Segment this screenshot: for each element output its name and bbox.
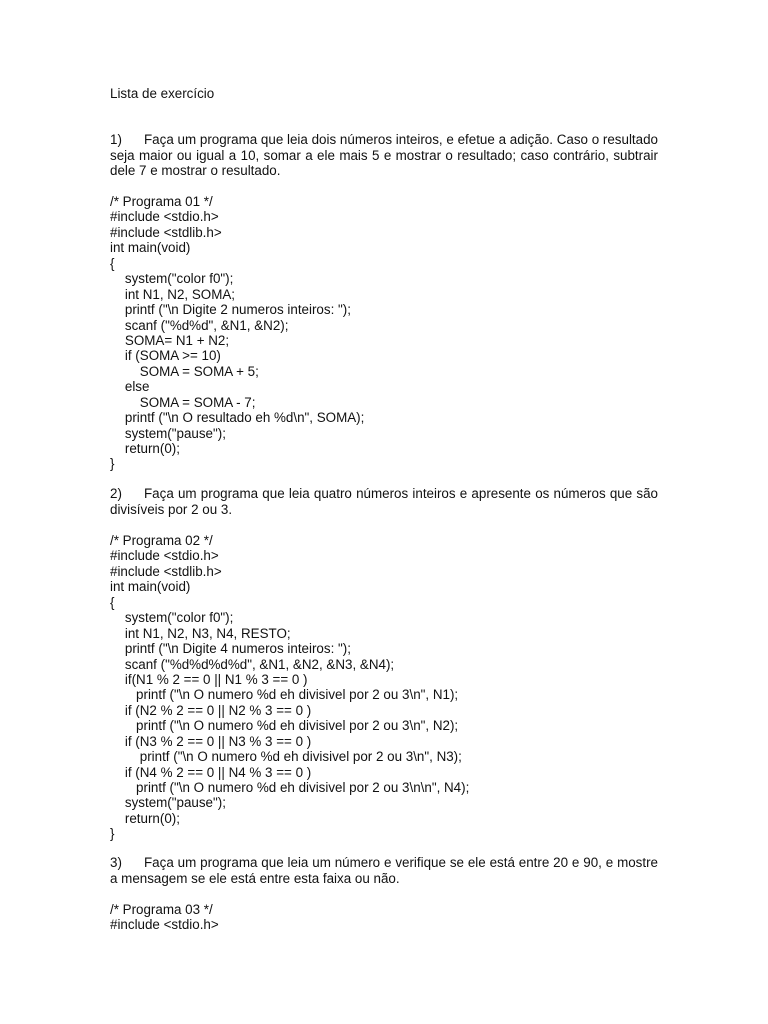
code-line: SOMA = SOMA - 7;	[110, 394, 256, 410]
code-line: system("pause");	[110, 425, 226, 441]
question-text: Faça um programa que leia dois números inteiros, e efetue a adição. Caso o resultado seja maior ou igual a 10, somar a ele mais 5 e mostrar o resultado; caso contrário, subtrair dele 7 e mostrar o resultado.	[110, 132, 658, 179]
code-line: }	[110, 456, 115, 472]
code-line: SOMA = SOMA + 5;	[110, 363, 259, 379]
code-line: return(0);	[110, 441, 180, 456]
question-2	[110, 486, 658, 517]
code-line: printf ("\n O numero %d eh divisivel por 2 ou 3\n\n", N4);	[110, 780, 470, 795]
question-number: 1)	[110, 132, 122, 147]
question-number: 3)	[110, 855, 122, 870]
code-line: scanf ("%d%d", &N1, &N2);	[110, 317, 289, 333]
code-line: scanf ("%d%d%d%d", &N1, &N2, &N3, &N4);	[110, 656, 395, 672]
code-line: #include <stdlib.h>	[110, 563, 222, 579]
code-line: printf ("\n Digite 2 numeros inteiros: ");	[110, 302, 351, 318]
code-block-1	[110, 194, 364, 472]
code-block-3	[110, 902, 219, 933]
code-line: }	[110, 826, 115, 842]
question-text: Faça um programa que leia um número e verifique se ele está entre 20 e 90, e mostre a mensagem se ele está entre esta faixa ou não.	[110, 855, 658, 886]
code-line: if (SOMA >= 10)	[110, 348, 221, 364]
code-line: if (N4 % 2 == 0 || N4 % 3 == 0 )	[110, 764, 312, 780]
code-line: else	[110, 379, 150, 395]
code-line: int N1, N2, N3, N4, RESTO;	[110, 625, 291, 641]
code-line: if(N1 % 2 == 0 || N1 % 3 == 0 )	[110, 671, 308, 687]
code-line: int main(void)	[110, 579, 191, 595]
code-line: printf ("\n Digite 4 numeros inteiros: ");	[110, 641, 351, 657]
question-number: 2)	[110, 486, 122, 501]
code-line: {	[110, 255, 115, 271]
code-line: if (N2 % 2 == 0 || N2 % 3 == 0 )	[110, 702, 312, 718]
code-line: #include <stdio.h>	[110, 917, 219, 933]
question-text: Faça um programa que leia quatro números inteiros e apresente os números que são divisíveis por 2 ou 3.	[110, 486, 658, 517]
code-line: int N1, N2, SOMA;	[110, 286, 236, 302]
code-line: system("color f0");	[110, 271, 234, 287]
code-line: /* Programa 03 */	[110, 902, 213, 917]
code-line: system("color f0");	[110, 610, 234, 626]
code-line: /* Programa 02 */	[110, 533, 213, 548]
question-3	[110, 855, 658, 886]
code-line: {	[110, 594, 115, 610]
code-line: #include <stdio.h>	[110, 548, 219, 564]
code-line: #include <stdio.h>	[110, 209, 219, 225]
code-line: if (N3 % 2 == 0 || N3 % 3 == 0 )	[110, 733, 312, 749]
code-line: printf ("\n O numero %d eh divisivel por 2 ou 3\n", N2);	[110, 718, 459, 734]
code-block-2	[110, 533, 469, 842]
code-line: return(0);	[110, 810, 180, 826]
code-line: SOMA= N1 + N2;	[110, 332, 230, 348]
code-line: printf ("\n O resultado eh %d\n", SOMA);	[110, 410, 365, 426]
document-title: Lista de exercício	[110, 86, 215, 101]
code-line: system("pause");	[110, 795, 226, 811]
code-line: printf ("\n O numero %d eh divisivel por 2 ou 3\n", N3);	[110, 749, 462, 765]
code-line: /* Programa 01 */	[110, 194, 213, 209]
code-line: printf ("\n O numero %d eh divisivel por 2 ou 3\n", N1);	[110, 687, 459, 703]
question-1	[110, 132, 658, 179]
code-line: #include <stdlib.h>	[110, 224, 222, 240]
code-line: int main(void)	[110, 240, 191, 256]
